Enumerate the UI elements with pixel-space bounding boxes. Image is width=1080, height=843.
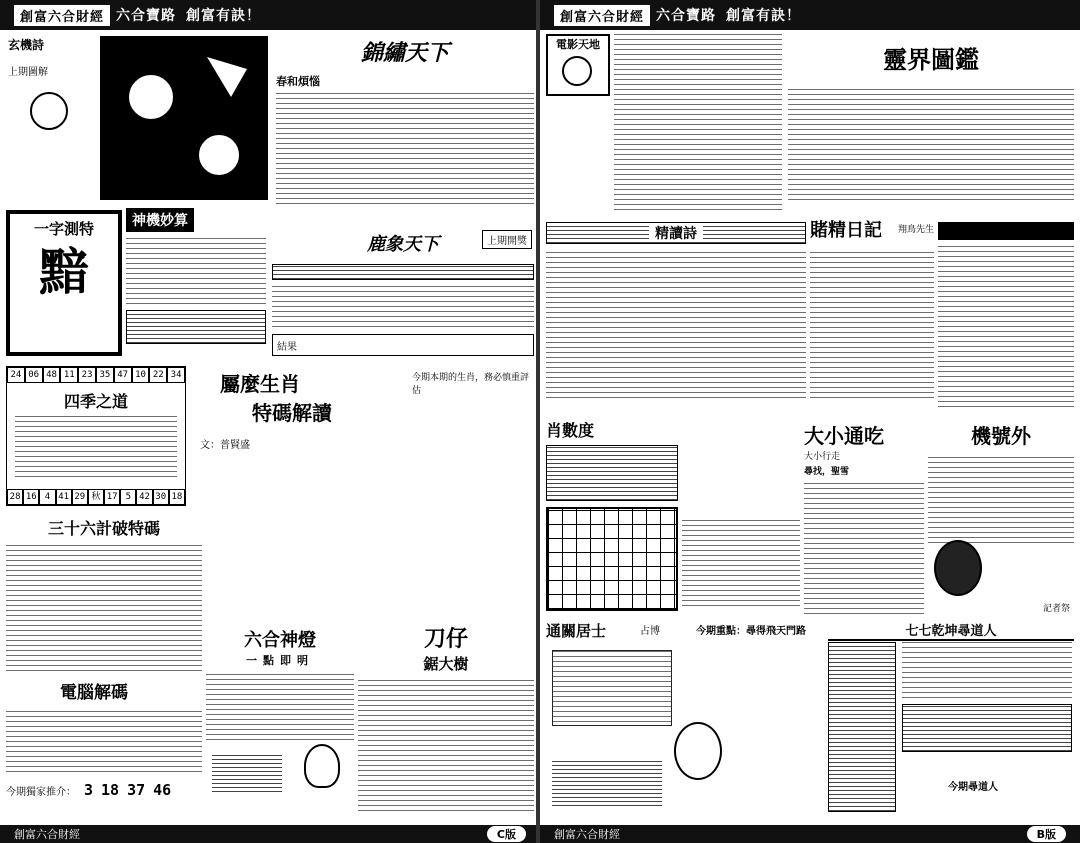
siji-number: 10: [132, 367, 150, 383]
xianggu-text: [682, 520, 800, 610]
daozai-text: [358, 680, 534, 814]
siji-number: 秋: [88, 489, 104, 505]
siji-number: 30: [153, 489, 169, 505]
zodiac-block: [196, 368, 534, 508]
daxiaotong-text: [804, 483, 924, 614]
cartoon-text: [614, 34, 782, 210]
siji-block: [6, 366, 186, 506]
siji-number: 22: [149, 367, 167, 383]
daozai-title: 刀仔: [423, 626, 468, 652]
jinqi-label: 今期尋道人: [948, 782, 998, 793]
siji-top-row: [7, 367, 185, 383]
right-motto: 創富有訣！: [726, 8, 802, 24]
promo-header: [938, 222, 1074, 240]
siji-number: 42: [136, 489, 152, 505]
siji-number: 34: [167, 367, 185, 383]
cartoon-title: 電影天地: [556, 38, 600, 51]
jingdu-header: [546, 222, 806, 244]
cartoon-text-block: [614, 34, 782, 214]
jingdu-block: [546, 222, 806, 410]
zodiac-note: 今期本期的生肖，務必慎重評估: [412, 373, 530, 396]
left-banner: [0, 0, 540, 30]
daozai-block: [358, 622, 534, 818]
siji-number: 48: [43, 367, 61, 383]
diannao-number: 18: [101, 781, 120, 799]
result-label: 結果: [277, 341, 297, 353]
liuhe-lamp-title: 六合神燈: [244, 630, 316, 651]
xianggu-notes: [682, 520, 800, 614]
diannao-label: 今期獨家推介：: [6, 787, 76, 798]
luxiang-symbol-row: [272, 264, 534, 280]
daxiaotong-title: 大小通吃: [804, 424, 884, 448]
dujing-block: [810, 216, 934, 412]
dujing-text: [810, 252, 934, 402]
flower-puzzle-icon: [30, 92, 68, 130]
right-banner: [540, 0, 1080, 30]
diannao-title: 電腦解碼: [60, 683, 128, 703]
siji-text: [15, 416, 177, 480]
diannao-number: 37: [127, 781, 146, 799]
luxiang-title: 鹿象天下: [367, 234, 439, 255]
tongshi-block: [546, 620, 824, 818]
qiqi-block: [828, 620, 1074, 818]
siji-number: 29: [72, 489, 88, 505]
jihaowai-text: [928, 457, 1074, 547]
portrait-photo: [934, 540, 982, 596]
yizi-title: 一字測特: [33, 220, 94, 238]
lingjie-block: [788, 34, 1074, 218]
diannao-text: [6, 711, 202, 775]
sudoku-clue-grid: [546, 445, 678, 501]
yizi-block: [6, 210, 122, 356]
jihaowai-author: 記者祭: [1042, 604, 1070, 614]
tongshi-text: [552, 650, 672, 726]
lingjie-title: 靈界圖鑑: [883, 45, 979, 74]
zodiac-title: 屬麼生肖: [220, 372, 300, 396]
sudoku-grid: [546, 507, 678, 611]
right-footer: [540, 825, 1080, 843]
right-footer-logo: 創富六合財經: [554, 828, 620, 841]
cartoon-face-icon: [562, 56, 592, 86]
lamp-icon: [304, 744, 340, 788]
siji-number: 11: [60, 367, 78, 383]
left-title-art: 六合寶路: [116, 8, 177, 24]
mahjong-tiles-column: [828, 642, 896, 812]
luxiang-badge: 上期開獎: [482, 230, 532, 249]
xianggu-title: 肖數度: [546, 421, 595, 440]
abstract-shape: [207, 57, 247, 97]
siji-number: 18: [169, 489, 185, 505]
shenji-title: 神機妙算: [126, 208, 194, 232]
diannao-picks: [6, 781, 202, 799]
right-logo: 創富六合財經: [554, 5, 650, 26]
cartoon-block: [546, 34, 610, 96]
editorial-body-text: [276, 93, 534, 208]
daxiaotong-tip: 尋找，聖雪: [804, 467, 850, 477]
qiqi-title: 七七乾坤尋道人: [828, 620, 1074, 641]
jingdu-text: [546, 252, 806, 402]
right-page-tag: B版: [1027, 826, 1066, 842]
diannao-block: [6, 678, 202, 818]
siji-number: 28: [7, 489, 23, 505]
jihaowai-title: 機號外: [971, 424, 1031, 448]
prev-picture-block: [8, 36, 96, 136]
daozai-subtitle: 鋸大樹: [423, 655, 469, 673]
sanshiliu-block: [6, 516, 202, 674]
calligraphy-heading: 錦繡天下: [360, 40, 449, 66]
siji-number: 35: [96, 367, 114, 383]
puzzle-art: [100, 36, 268, 200]
opera-masks-illustration: [552, 760, 662, 806]
yizi-char: 黯: [39, 242, 89, 301]
left-page-tag: C版: [487, 826, 526, 842]
qiqi-table: [902, 704, 1072, 752]
result-row: [272, 334, 534, 356]
shenji-block: [126, 208, 266, 358]
tongshi-title: 通關居士: [546, 622, 607, 640]
zodiac-subtitle: 特碼解讀: [252, 401, 332, 425]
siji-number: 16: [23, 489, 39, 505]
jihaowai-block: [928, 420, 1074, 616]
sanshiliu-text: [6, 545, 202, 673]
siji-number: 41: [56, 489, 72, 505]
tongshi-author: 占博: [640, 626, 660, 637]
qiqi-text: [902, 642, 1072, 698]
siji-title: 四季之道: [63, 392, 128, 411]
siji-number: 06: [25, 367, 43, 383]
lingjie-text: [788, 89, 1074, 203]
figure-illustration: [212, 752, 282, 792]
siji-bottom-row: [7, 489, 185, 505]
siji-number: 24: [7, 367, 25, 383]
siji-number: 47: [114, 367, 132, 383]
dujing-title: 賭精日記: [810, 220, 882, 241]
tongshi-tagline: 今期重點：尋得飛天門路: [696, 626, 806, 637]
zodiac-author: 文：普賢盛: [200, 440, 250, 451]
siji-number: 17: [104, 489, 120, 505]
playing-card-icon: [126, 310, 266, 344]
left-footer-logo: 創富六合財經: [14, 828, 80, 841]
prev-picture-top-label: 玄機詩: [8, 38, 45, 52]
siji-number: 4: [39, 489, 55, 505]
shenji-text: [126, 238, 266, 304]
diannao-number: 3: [84, 781, 94, 799]
liuhe-lamp-block: [206, 626, 354, 818]
flower-icon: [127, 73, 175, 121]
liuhe-lamp-subtitle: 一點即明: [246, 654, 314, 667]
editorial-title: 春和煩惱: [276, 75, 320, 88]
left-motto: 創富有訣！: [186, 8, 262, 24]
luxiang-block: [272, 230, 534, 364]
editorial-block: [276, 36, 534, 208]
diannao-number: 46: [153, 781, 172, 799]
cartoon-character-icon: [674, 722, 722, 780]
promo-block: [938, 222, 1074, 412]
right-title-art: 六合寶路: [656, 8, 717, 24]
left-footer: [0, 825, 540, 843]
prev-picture-label: 上期圖解: [8, 67, 48, 78]
right-page: [540, 0, 1080, 843]
daxiaotong-block: [804, 420, 924, 614]
siji-number: 5: [120, 489, 136, 505]
jingdu-title: 精讀詩: [649, 226, 703, 242]
luxiang-text: [272, 286, 534, 328]
liuhe-lamp-text: [206, 674, 354, 744]
daxiaotong-tag: 大小行走: [804, 452, 841, 462]
promo-text: [938, 246, 1074, 410]
siji-number: 23: [78, 367, 96, 383]
flower-icon: [197, 133, 241, 177]
sanshiliu-title: 三十六計破特碼: [47, 519, 160, 538]
xianggu-block: [546, 418, 678, 612]
dujing-author: 翔鳥先生: [897, 225, 934, 235]
left-logo: 創富六合財經: [14, 5, 110, 26]
